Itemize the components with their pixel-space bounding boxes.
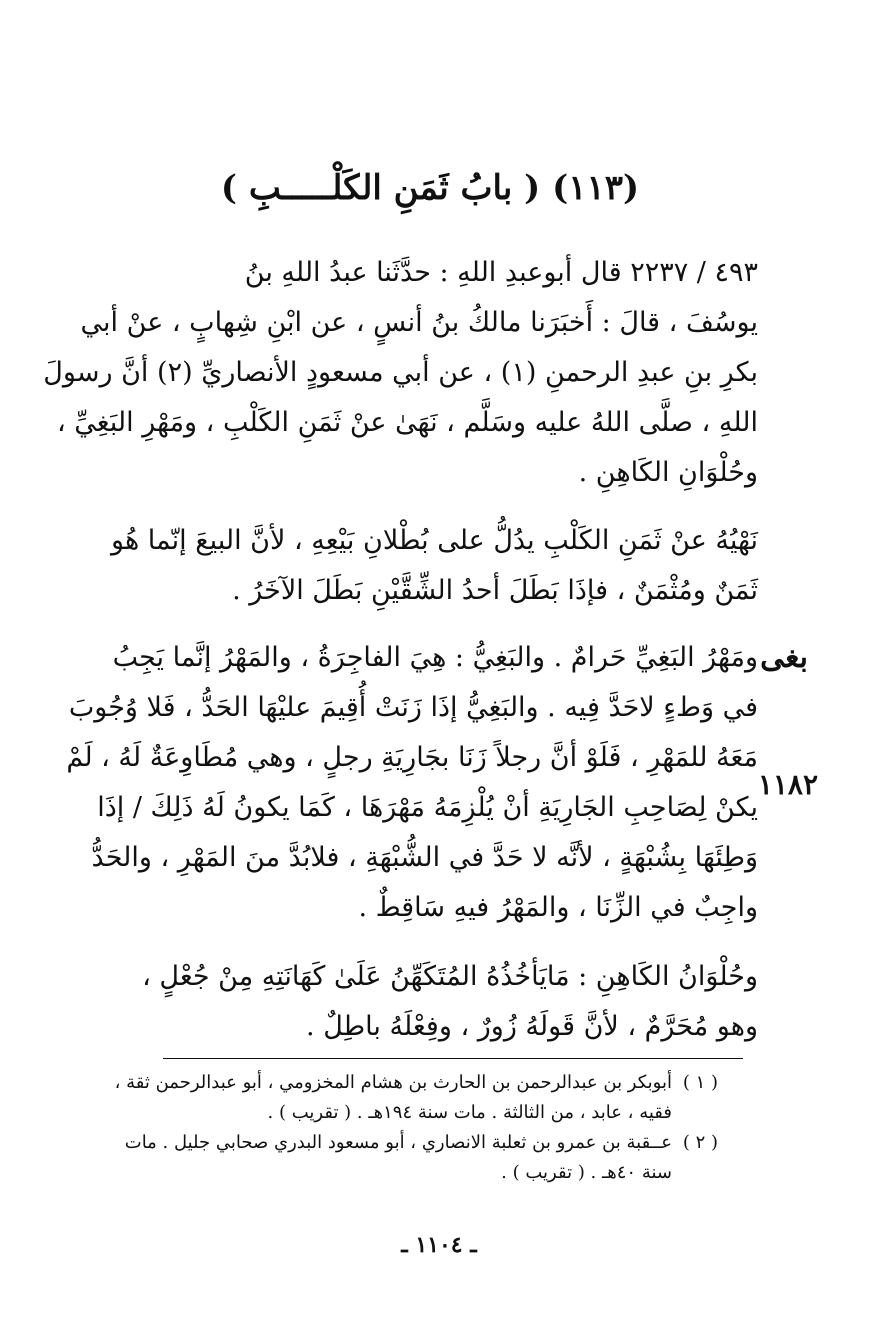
text-line: ثَمَنٌ ومُثْمَنٌ ، فإذَا بَطَلَ أحدُ الشِّقَّيْنِ بَطَلَ الآخَرُ . xyxy=(232,575,758,606)
text-line: مَعَهُ للمَهْرِ ، فَلَوْ أنَّ رجلاً زَنَا بجَارِيَةِ رجلٍ ، وهي مُطَاوِعَةٌ لَهُ ، لَمْ xyxy=(66,742,758,773)
text-line: وحُلْوَانِ الكَاهِنِ . xyxy=(578,457,758,488)
footnote xyxy=(124,1128,718,1188)
text-line: وَطِئَهَا بِشُبْهَةٍ ، لأنَّه لا حَدَّ في الشُّبْهَةِ ، فلابُدَّ منَ المَهْرِ ، والحَدُّ xyxy=(91,842,758,873)
margin-keyword: بغى xyxy=(760,640,808,675)
text-line: اللهِ ، صلَّى اللهُ عليه وسَلَّم ، نَهَىٰ عنْ ثَمَنِ الكَلْبِ ، ومَهْرِ البَغِيِّ ، xyxy=(56,407,758,438)
page-number: ـ ١١٠٤ ـ xyxy=(401,1232,477,1258)
footnote-marker: ( ٢ ) xyxy=(682,1132,718,1153)
footnote-line xyxy=(124,1128,718,1158)
footnotes xyxy=(114,1068,718,1188)
text-line: يوسُفَ ، قالَ : أَخبَرَنا مالكُ بنُ أنسٍ ، عن ابْنِ شِهابٍ ، عنْ أبي xyxy=(80,307,758,338)
commentary-soothsayer xyxy=(142,952,758,1052)
footnote-line: فقيه ، عابد ، من الثالثة . مات سنة ١٩٤هـ . ( تقريب ) . xyxy=(267,1102,672,1123)
text-line: يكنْ لِصَاحِبِ الجَارِيَةِ أنْ يُلْزِمَهُ مَهْرَهَا ، كَمَا يكونُ لَهُ ذَلِكَ / إذَا xyxy=(97,792,758,823)
text-line: واجِبٌ في الزِّنَا ، والمَهْرُ فيهِ سَاقِطٌ . xyxy=(358,892,758,923)
commentary-prostitute-dowry xyxy=(66,633,758,933)
commentary-dog-price xyxy=(111,516,758,616)
text-line: ٤٩٣ / ٢٢٣٧ قال أبوعبدِ اللهِ : حدَّثَنا عبدُ اللهِ بنُ xyxy=(244,257,758,288)
margin-page-number: ١١٨٢ xyxy=(757,768,818,801)
text-line: وهو مُحَرَّمٌ ، لأنَّ قَولَهُ زُورٌ ، وفِعْلَهُ باطِلٌ . xyxy=(306,1011,758,1042)
text-line: وحُلْوَانُ الكَاهِنِ : مَايَأخُذُهُ المُتَكَهِّنُ عَلَىٰ كَهَانَتِهِ مِنْ جُعْلٍ ، xyxy=(142,961,758,992)
footnote-divider xyxy=(163,1058,743,1059)
hadith-text xyxy=(43,248,758,498)
footnote xyxy=(114,1068,718,1128)
text-line: بكرِ بنِ عبدِ الرحمنِ (١) ، عن أبي مسعودٍ الأنصاريِّ (٢) أنَّ رسولَ xyxy=(43,357,758,388)
text-line: نَهْيُهُ عنْ ثَمَنِ الكَلْبِ يدُلُّ على بُطْلانِ بَيْعِهِ ، لأنَّ البيعَ إنّما هُو xyxy=(111,525,758,556)
footnote-marker: ( ١ ) xyxy=(682,1072,718,1093)
text-line: في وَطءٍ لاحَدَّ فِيه . والبَغِيُّ إذَا زَنَتْ أُقِيمَ عليْهَا الحَدُّ ، فَلا وُجُوبَ xyxy=(68,692,758,723)
footnote-line: سنة ٤٠هـ . ( تقريب ) . xyxy=(501,1162,672,1183)
text-line: ومَهْرُ البَغِيِّ حَرامٌ . والبَغِيُّ : هِيَ الفاجِرَةُ ، والمَهْرُ إنَّما يَجِبُ xyxy=(112,642,758,673)
footnote-text: أبوبكر بن عبدالرحمن بن الحارث بن هشام المخزومي ، أبو عبدالرحمن ثقة ، xyxy=(114,1072,672,1093)
footnote-line xyxy=(114,1068,718,1098)
chapter-title: (١١٣) ( بابُ ثَمَنِ الكَلْـــــبِ ) xyxy=(220,168,640,208)
footnote-text: عــقبة بن عمرو بن ثعلبة الانصاري ، أبو مسعود البدري صحابي جليل . مات xyxy=(124,1132,672,1153)
